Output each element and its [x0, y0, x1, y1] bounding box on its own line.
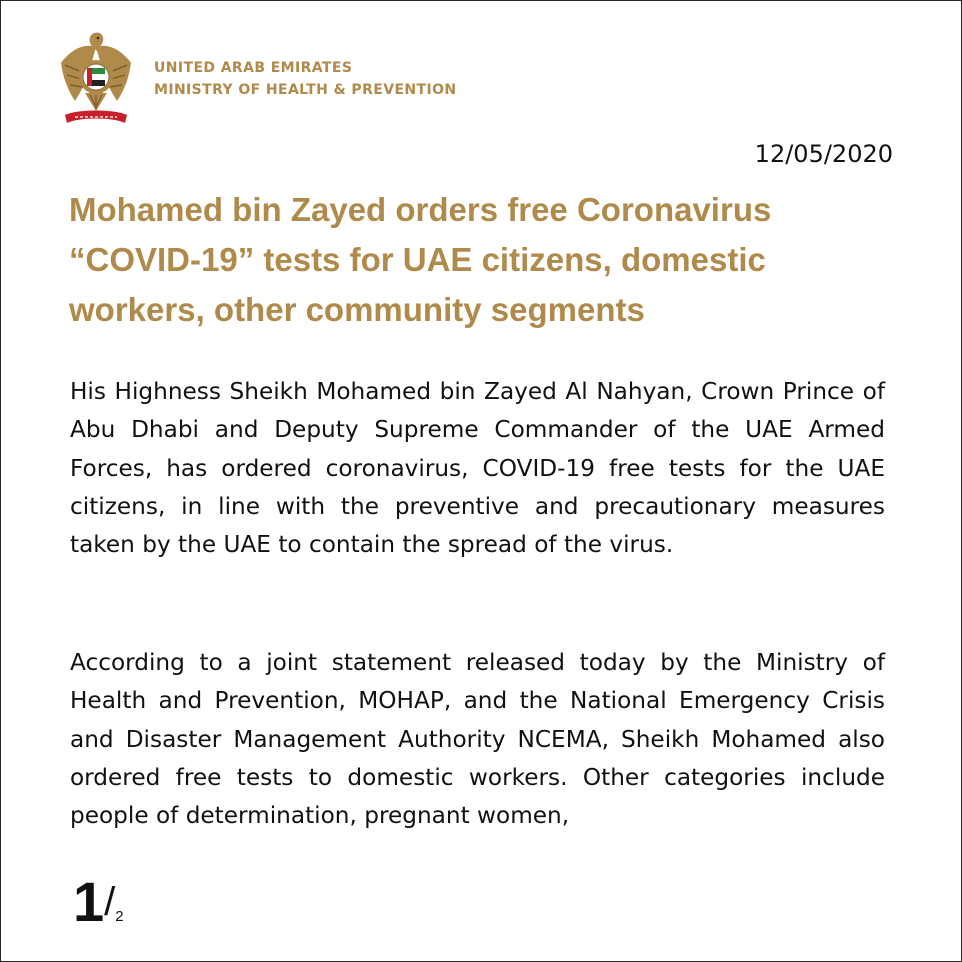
article-headline: Mohamed bin Zayed orders free Coronavirus “COVID-19” tests for UAE citizens, domestic workers, other community segments — [69, 191, 772, 328]
uae-falcon-emblem-icon — [57, 29, 135, 129]
page-separator: / — [104, 880, 116, 924]
page-indicator — [73, 869, 124, 934]
article-paragraph-2: According to a joint statement released today by the Ministry of Health and Prevention, MOHAP, and the National Emergency Crisis and Disaster Management Authority NCEMA, Sheikh Mohamed also ordered free tests to domestic workers. Other categories include people of determination, pregnant women, — [70, 649, 885, 830]
country-name: UNITED ARAB EMIRATES — [154, 60, 353, 76]
total-pages-number: 2 — [115, 908, 124, 925]
ministry-heading — [154, 57, 457, 101]
ministry-name: MINISTRY OF HEALTH & PREVENTION — [154, 82, 457, 98]
current-page-number: 1 — [73, 870, 105, 933]
article-paragraph-1: His Highness Sheikh Mohamed bin Zayed Al Nahyan, Crown Prince of Abu Dhabi and Deputy Supreme Commander of the UAE Armed Forces, has ordered coronavirus, COVID-19 free tests for the UAE citizens, in line with the preventive and precautionary measures taken by the UAE to contain the spread of the virus. — [70, 378, 885, 559]
article-date: 12/05/2020 — [754, 140, 893, 168]
